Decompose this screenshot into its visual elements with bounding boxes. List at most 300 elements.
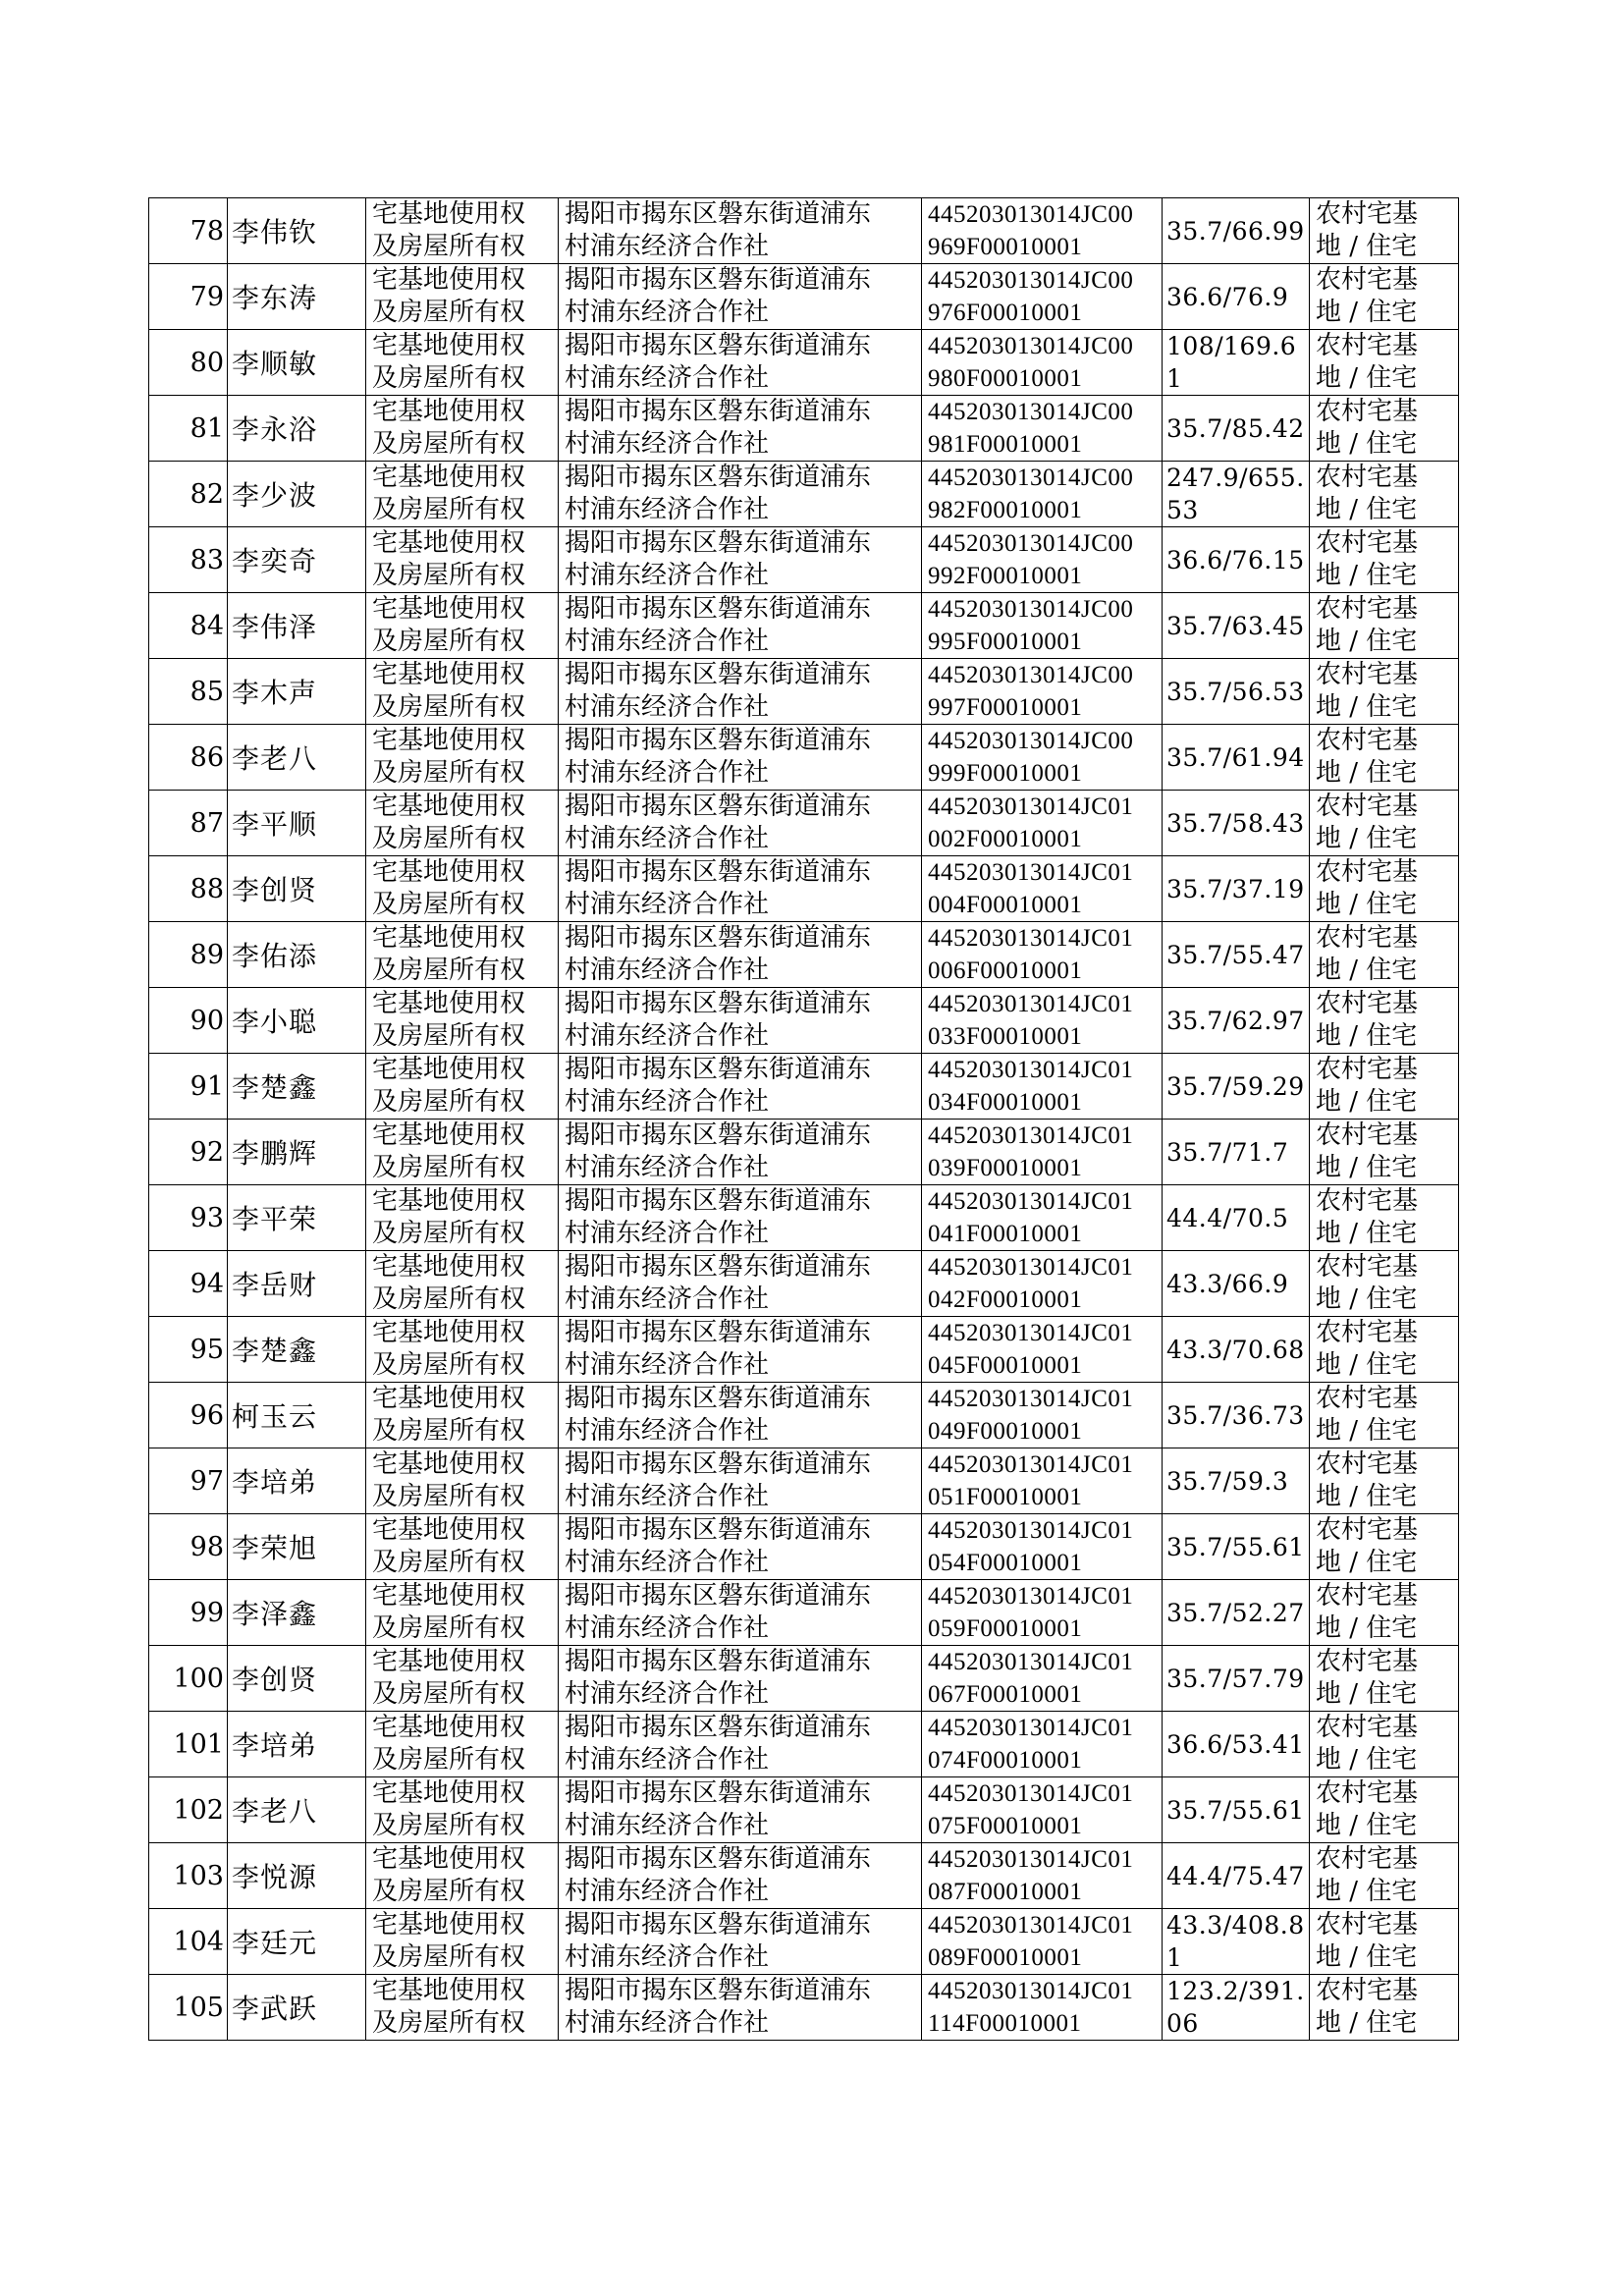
unit-code-line-2: 980F00010001 [928,365,1083,392]
unit-code-line-1: 445203013014JC00 [928,728,1134,754]
collective-owner-line-2: 村浦东经济合作社 [565,890,770,919]
collective-owner-line-2: 村浦东经济合作社 [565,1021,770,1051]
owner-name: 李小聪 [228,988,366,1054]
land-use-line-1: 农村宅基 [1316,199,1419,229]
collective-owner [559,1580,922,1646]
right-type-line-2: 及房屋所有权 [372,824,526,853]
right-type-line-2: 及房屋所有权 [372,1284,526,1314]
collective-owner [559,1317,922,1383]
collective-owner-line-1: 揭阳市揭东区磐东街道浦东 [565,1976,872,2005]
right-type [366,1580,559,1646]
area-value: 35.7/36.73 [1163,1383,1310,1448]
right-type-line-2: 及房屋所有权 [372,1679,526,1709]
right-type-line-1: 宅基地使用权 [372,331,526,360]
land-use-line-1: 农村宅基 [1316,1581,1419,1611]
collective-owner-line-2: 村浦东经济合作社 [565,298,770,327]
collective-owner [559,330,922,396]
unit-code-line-1: 445203013014JC01 [928,1583,1134,1610]
right-type-line-2: 及房屋所有权 [372,758,526,788]
row-number: 105 [149,1975,228,2041]
land-use-line-2: 地 / 住宅 [1316,1153,1418,1182]
unit-code-line-2: 087F00010001 [928,1879,1083,1905]
right-type-line-2: 及房屋所有权 [372,1153,526,1182]
right-type-line-1: 宅基地使用权 [372,1252,526,1282]
land-use-line-1: 农村宅基 [1316,397,1419,426]
land-use-line-2: 地 / 住宅 [1316,627,1418,656]
collective-owner-line-1: 揭阳市揭东区磐东街道浦东 [565,331,872,360]
unit-code [922,1580,1163,1646]
owner-name: 李楚鑫 [228,1317,366,1383]
owner-name: 李奕奇 [228,527,366,593]
land-use [1310,856,1459,922]
land-use-line-2: 地 / 住宅 [1316,1416,1418,1446]
owner-name: 李培弟 [228,1712,366,1777]
collective-owner [559,198,922,264]
collective-owner-line-2: 村浦东经济合作社 [565,1877,770,1906]
unit-code [922,330,1163,396]
row-number: 89 [149,922,228,988]
table-row [149,1975,1459,2041]
land-use-line-1: 农村宅基 [1316,1055,1419,1084]
collective-owner-line-1: 揭阳市揭东区磐东街道浦东 [565,1713,872,1742]
area-value: 35.7/63.45 [1163,593,1310,659]
collective-owner-line-2: 村浦东经济合作社 [565,1350,770,1380]
row-number: 87 [149,791,228,856]
area-value: 123.2/391.06 [1163,1975,1310,2041]
land-use [1310,198,1459,264]
right-type-line-1: 宅基地使用权 [372,726,526,755]
collective-owner [559,856,922,922]
collective-owner [559,1777,922,1843]
area-value: 35.7/55.61 [1163,1777,1310,1843]
area-value: 35.7/37.19 [1163,856,1310,922]
right-type-line-1: 宅基地使用权 [372,1581,526,1611]
collective-owner-line-1: 揭阳市揭东区磐东街道浦东 [565,1449,872,1479]
area-value: 35.7/62.97 [1163,988,1310,1054]
row-number: 80 [149,330,228,396]
land-use [1310,725,1459,791]
land-use-line-2: 地 / 住宅 [1316,1679,1418,1709]
unit-code-line-1: 445203013014JC01 [928,1649,1134,1675]
area-value: 35.7/52.27 [1163,1580,1310,1646]
right-type [366,1909,559,1975]
unit-code-line-2: 089F00010001 [928,1944,1083,1971]
collective-owner-line-1: 揭阳市揭东区磐东街道浦东 [565,1252,872,1282]
table-row [149,1580,1459,1646]
land-use-line-2: 地 / 住宅 [1316,1613,1418,1643]
table-body [149,198,1459,2041]
right-type-line-2: 及房屋所有权 [372,890,526,919]
land-use-line-1: 农村宅基 [1316,1318,1419,1347]
unit-code-line-1: 445203013014JC00 [928,662,1134,688]
collective-owner [559,396,922,462]
land-use [1310,1448,1459,1514]
table-row [149,1120,1459,1185]
collective-owner-line-1: 揭阳市揭东区磐东街道浦东 [565,989,872,1018]
land-use [1310,791,1459,856]
owner-name: 李培弟 [228,1448,366,1514]
right-type-line-1: 宅基地使用权 [372,1976,526,2005]
table-row [149,725,1459,791]
collective-owner [559,922,922,988]
right-type-line-2: 及房屋所有权 [372,232,526,261]
owner-name: 李木声 [228,659,366,725]
area-value: 43.3/70.68 [1163,1317,1310,1383]
unit-code-line-2: 969F00010001 [928,234,1083,260]
property-table [148,197,1459,2041]
table-row [149,922,1459,988]
land-use [1310,1185,1459,1251]
collective-owner [559,725,922,791]
unit-code-line-1: 445203013014JC01 [928,991,1134,1017]
collective-owner-line-2: 村浦东经济合作社 [565,1942,770,1972]
collective-owner-line-2: 村浦东经济合作社 [565,1613,770,1643]
row-number: 81 [149,396,228,462]
collective-owner [559,593,922,659]
table-row [149,1448,1459,1514]
right-type-line-1: 宅基地使用权 [372,1186,526,1216]
collective-owner-line-2: 村浦东经济合作社 [565,1745,770,1775]
owner-name: 李永浴 [228,396,366,462]
area-value: 35.7/61.94 [1163,725,1310,791]
land-use-line-2: 地 / 住宅 [1316,429,1418,459]
land-use-line-2: 地 / 住宅 [1316,1350,1418,1380]
table-row [149,988,1459,1054]
right-type [366,1448,559,1514]
land-use-line-2: 地 / 住宅 [1316,1942,1418,1972]
owner-name: 李悦源 [228,1843,366,1909]
table-row [149,198,1459,264]
collective-owner [559,1054,922,1120]
area-value: 35.7/66.99 [1163,198,1310,264]
unit-code [922,1054,1163,1120]
right-type [366,922,559,988]
owner-name: 李荣旭 [228,1514,366,1580]
unit-code-line-2: 045F00010001 [928,1352,1083,1379]
collective-owner-line-2: 村浦东经济合作社 [565,1811,770,1840]
collective-owner-line-2: 村浦东经济合作社 [565,495,770,524]
table-row [149,1712,1459,1777]
right-type-line-1: 宅基地使用权 [372,1844,526,1874]
land-use-line-2: 地 / 住宅 [1316,1219,1418,1248]
collective-owner [559,1120,922,1185]
collective-owner-line-1: 揭阳市揭东区磐东街道浦东 [565,1055,872,1084]
table-row [149,659,1459,725]
unit-code-line-2: 114F00010001 [928,2010,1082,2037]
area-value: 247.9/655.53 [1163,462,1310,527]
collective-owner [559,1383,922,1448]
land-use [1310,462,1459,527]
row-number: 93 [149,1185,228,1251]
unit-code [922,396,1163,462]
table-row [149,330,1459,396]
right-type-line-2: 及房屋所有权 [372,2008,526,2038]
unit-code [922,1251,1163,1317]
right-type [366,527,559,593]
unit-code-line-1: 445203013014JC01 [928,1912,1134,1939]
unit-code [922,198,1163,264]
land-use-line-2: 地 / 住宅 [1316,298,1418,327]
land-use-line-1: 农村宅基 [1316,792,1419,821]
unit-code [922,1843,1163,1909]
unit-code [922,1448,1163,1514]
owner-name: 李平荣 [228,1185,366,1251]
row-number: 78 [149,198,228,264]
land-use [1310,1712,1459,1777]
land-use-line-2: 地 / 住宅 [1316,692,1418,722]
area-value: 36.6/76.15 [1163,527,1310,593]
row-number: 88 [149,856,228,922]
land-use-line-2: 地 / 住宅 [1316,758,1418,788]
collective-owner-line-1: 揭阳市揭东区磐东街道浦东 [565,1581,872,1611]
unit-code [922,1120,1163,1185]
right-type-line-1: 宅基地使用权 [372,989,526,1018]
land-use-line-1: 农村宅基 [1316,1713,1419,1742]
area-value: 35.7/71.7 [1163,1120,1310,1185]
land-use-line-1: 农村宅基 [1316,331,1419,360]
land-use [1310,922,1459,988]
right-type [366,725,559,791]
owner-name: 李创贤 [228,1646,366,1712]
land-use-line-2: 地 / 住宅 [1316,1745,1418,1775]
land-use [1310,1514,1459,1580]
unit-code-line-1: 445203013014JC01 [928,1386,1134,1412]
land-use [1310,264,1459,330]
right-type-line-1: 宅基地使用权 [372,792,526,821]
land-use-line-2: 地 / 住宅 [1316,824,1418,853]
area-value: 36.6/53.41 [1163,1712,1310,1777]
area-value: 44.4/75.47 [1163,1843,1310,1909]
right-type-line-2: 及房屋所有权 [372,1219,526,1248]
unit-code [922,725,1163,791]
right-type [366,659,559,725]
area-value: 44.4/70.5 [1163,1185,1310,1251]
unit-code-line-1: 445203013014JC01 [928,1188,1134,1215]
collective-owner-line-1: 揭阳市揭东区磐东街道浦东 [565,726,872,755]
right-type-line-1: 宅基地使用权 [372,1120,526,1150]
right-type-line-1: 宅基地使用权 [372,857,526,887]
land-use-line-1: 农村宅基 [1316,1449,1419,1479]
right-type-line-2: 及房屋所有权 [372,1416,526,1446]
unit-code [922,264,1163,330]
land-use [1310,1646,1459,1712]
right-type-line-1: 宅基地使用权 [372,1055,526,1084]
collective-owner-line-1: 揭阳市揭东区磐东街道浦东 [565,463,872,492]
land-use-line-2: 地 / 住宅 [1316,1021,1418,1051]
unit-code [922,527,1163,593]
collective-owner-line-2: 村浦东经济合作社 [565,1679,770,1709]
land-use [1310,1251,1459,1317]
unit-code-line-2: 006F00010001 [928,957,1083,984]
unit-code-line-2: 976F00010001 [928,300,1083,326]
collective-owner-line-1: 揭阳市揭东区磐东街道浦东 [565,792,872,821]
right-type [366,1975,559,2041]
right-type [366,1120,559,1185]
table-row [149,1317,1459,1383]
collective-owner-line-2: 村浦东经济合作社 [565,692,770,722]
owner-name: 李武跃 [228,1975,366,2041]
unit-code-line-2: 995F00010001 [928,628,1083,655]
area-value: 35.7/58.43 [1163,791,1310,856]
area-value: 108/169.61 [1163,330,1310,396]
right-type-line-1: 宅基地使用权 [372,660,526,689]
collective-owner-line-2: 村浦东经济合作社 [565,2008,770,2038]
unit-code-line-1: 445203013014JC01 [928,1451,1134,1478]
right-type-line-1: 宅基地使用权 [372,1713,526,1742]
right-type-line-1: 宅基地使用权 [372,1449,526,1479]
collective-owner [559,1251,922,1317]
right-type-line-2: 及房屋所有权 [372,1877,526,1906]
unit-code [922,856,1163,922]
land-use-line-1: 农村宅基 [1316,1186,1419,1216]
land-use-line-2: 地 / 住宅 [1316,561,1418,590]
unit-code-line-1: 445203013014JC01 [928,1715,1134,1741]
unit-code-line-2: 049F00010001 [928,1418,1083,1445]
table-row [149,856,1459,922]
unit-code-line-2: 075F00010001 [928,1813,1083,1839]
owner-name: 李顺敏 [228,330,366,396]
area-value: 43.3/66.9 [1163,1251,1310,1317]
unit-code [922,1777,1163,1843]
collective-owner-line-2: 村浦东经济合作社 [565,824,770,853]
collective-owner [559,1843,922,1909]
unit-code-line-2: 039F00010001 [928,1155,1083,1181]
collective-owner-line-1: 揭阳市揭东区磐东街道浦东 [565,1120,872,1150]
right-type-line-2: 及房屋所有权 [372,561,526,590]
row-number: 85 [149,659,228,725]
owner-name: 李老八 [228,1777,366,1843]
right-type [366,791,559,856]
unit-code [922,1317,1163,1383]
collective-owner [559,1712,922,1777]
land-use [1310,988,1459,1054]
land-use-line-2: 地 / 住宅 [1316,1877,1418,1906]
owner-name: 李东涛 [228,264,366,330]
collective-owner [559,988,922,1054]
collective-owner-line-2: 村浦东经济合作社 [565,1416,770,1446]
collective-owner-line-2: 村浦东经济合作社 [565,363,770,393]
land-use-line-1: 农村宅基 [1316,528,1419,558]
land-use [1310,1777,1459,1843]
right-type-line-2: 及房屋所有权 [372,1613,526,1643]
unit-code-line-2: 992F00010001 [928,563,1083,589]
table-row [149,1054,1459,1120]
owner-name: 李少波 [228,462,366,527]
right-type [366,396,559,462]
right-type-line-1: 宅基地使用权 [372,1910,526,1940]
right-type-line-2: 及房屋所有权 [372,298,526,327]
land-use-line-1: 农村宅基 [1316,1384,1419,1413]
land-use-line-2: 地 / 住宅 [1316,890,1418,919]
collective-owner [559,791,922,856]
owner-name: 李鹏辉 [228,1120,366,1185]
unit-code-line-2: 042F00010001 [928,1286,1083,1313]
land-use-line-1: 农村宅基 [1316,1515,1419,1545]
table-row [149,1646,1459,1712]
collective-owner-line-1: 揭阳市揭东区磐东街道浦东 [565,1844,872,1874]
table-row [149,593,1459,659]
unit-code-line-1: 445203013014JC01 [928,1057,1134,1083]
unit-code-line-2: 999F00010001 [928,760,1083,787]
owner-name: 李佑添 [228,922,366,988]
right-type-line-1: 宅基地使用权 [372,923,526,953]
collective-owner-line-2: 村浦东经济合作社 [565,956,770,985]
right-type-line-1: 宅基地使用权 [372,199,526,229]
unit-code-line-2: 067F00010001 [928,1681,1083,1708]
land-use-line-1: 农村宅基 [1316,594,1419,624]
collective-owner-line-2: 村浦东经济合作社 [565,1153,770,1182]
unit-code-line-1: 445203013014JC01 [928,1978,1134,2004]
right-type [366,1185,559,1251]
land-use-line-2: 地 / 住宅 [1316,363,1418,393]
right-type [366,593,559,659]
collective-owner-line-1: 揭阳市揭东区磐东街道浦东 [565,1910,872,1940]
unit-code-line-2: 074F00010001 [928,1747,1083,1774]
unit-code-line-1: 445203013014JC01 [928,1320,1134,1346]
owner-name: 李岳财 [228,1251,366,1317]
right-type-line-1: 宅基地使用权 [372,463,526,492]
unit-code [922,791,1163,856]
owner-name: 李泽鑫 [228,1580,366,1646]
owner-name: 李创贤 [228,856,366,922]
land-use-line-2: 地 / 住宅 [1316,956,1418,985]
right-type-line-1: 宅基地使用权 [372,528,526,558]
unit-code-line-1: 445203013014JC00 [928,530,1134,557]
land-use [1310,1975,1459,2041]
collective-owner-line-1: 揭阳市揭东区磐东街道浦东 [565,594,872,624]
right-type-line-2: 及房屋所有权 [372,495,526,524]
unit-code-line-1: 445203013014JC00 [928,596,1134,623]
collective-owner-line-2: 村浦东经济合作社 [565,1087,770,1117]
unit-code-line-2: 982F00010001 [928,497,1083,523]
land-use [1310,1120,1459,1185]
area-value: 35.7/55.47 [1163,922,1310,988]
collective-owner-line-1: 揭阳市揭东区磐东街道浦东 [565,1778,872,1808]
land-use-line-1: 农村宅基 [1316,1910,1419,1940]
unit-code [922,988,1163,1054]
owner-name: 李廷元 [228,1909,366,1975]
row-number: 100 [149,1646,228,1712]
land-use-line-1: 农村宅基 [1316,1120,1419,1150]
unit-code [922,1514,1163,1580]
area-value: 35.7/57.79 [1163,1646,1310,1712]
row-number: 82 [149,462,228,527]
land-use-line-1: 农村宅基 [1316,1252,1419,1282]
land-use-line-1: 农村宅基 [1316,923,1419,953]
right-type-line-2: 及房屋所有权 [372,1350,526,1380]
row-number: 79 [149,264,228,330]
right-type [366,1514,559,1580]
area-value: 35.7/55.61 [1163,1514,1310,1580]
right-type [366,988,559,1054]
collective-owner [559,264,922,330]
right-type [366,1777,559,1843]
right-type-line-2: 及房屋所有权 [372,1087,526,1117]
unit-code [922,1909,1163,1975]
collective-owner-line-1: 揭阳市揭东区磐东街道浦东 [565,199,872,229]
collective-owner [559,1448,922,1514]
table-row [149,264,1459,330]
area-value: 35.7/56.53 [1163,659,1310,725]
collective-owner-line-1: 揭阳市揭东区磐东街道浦东 [565,1647,872,1676]
right-type [366,264,559,330]
land-use [1310,1843,1459,1909]
area-value: 35.7/85.42 [1163,396,1310,462]
row-number: 96 [149,1383,228,1448]
land-use-line-1: 农村宅基 [1316,989,1419,1018]
right-type-line-1: 宅基地使用权 [372,1515,526,1545]
land-use [1310,659,1459,725]
